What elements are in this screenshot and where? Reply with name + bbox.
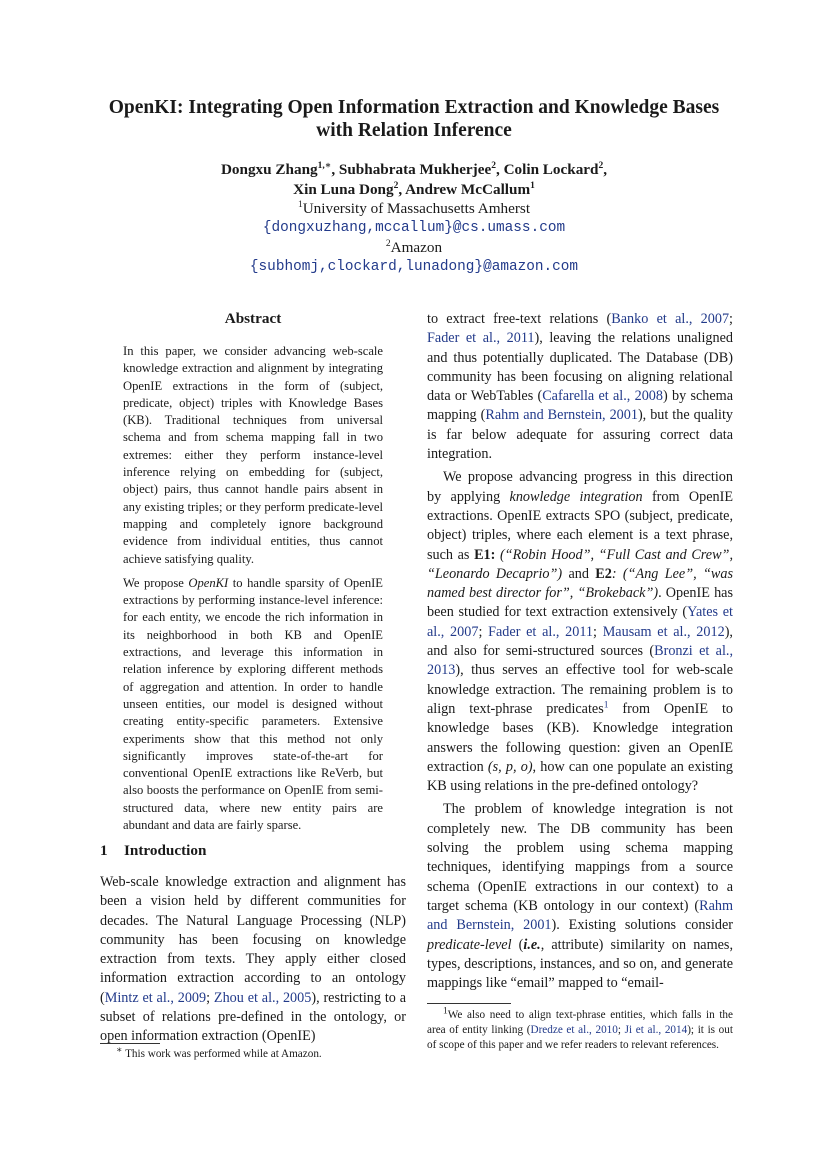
affiliation-2: $^2$Amazon bbox=[385, 238, 443, 256]
footnote-rule-right bbox=[427, 1003, 511, 1004]
affiliation-mark: 1 bbox=[530, 180, 535, 191]
citation-link[interactable]: Dredze et al., 2010 bbox=[530, 1024, 618, 1036]
email-2: {subhomj,clockard,lunadong}@amazon.com bbox=[249, 258, 579, 275]
abstract-paragraph: In this paper, we consider advancing web-scale knowledge extraction and alignment by integrating OpenIE extractions in the form of (subject, predicate, object) triples with Knowledge Bases (KB). Traditional techniques from universal schema and from schema mapping fall in two extremes: either they perform instance-level inference relying on embedding for (subject, object) pairs, thus cannot handle pairs absent in any existing triples; or they perform predicate-level mapping and completely ignore background evidence from individual entities, thus cannot achieve satisfying quality. bbox=[123, 344, 383, 566]
right-column-body bbox=[427, 310, 733, 997]
author-name: Andrew McCallum bbox=[405, 180, 531, 198]
example-label: E1: bbox=[474, 546, 496, 563]
abstract-paragraph: We propose OpenKI to handle sparsity of OpenIE extractions by performing instance-level inference: for each entity, we encode the rich information in its neighborhood in both KB and OpenIE extractions, and leverage this information in relation inference by exploring different methods of aggregation and attention. In order to handle unseen entities, our model is designed without creating entity-specific parameters. Extensive experiments show that this method not only significantly improves state-of-the-art for conventional OpenIE extractions like ReVerb, but also boosts the performance on OpenIE from semi-structured data, where new entity pairs are abundant and data are fairly sparse. bbox=[123, 575, 383, 833]
citation-link[interactable]: Rahm and Bernstein, 2001 bbox=[485, 407, 638, 424]
body-paragraph: to extract free-text relations (Banko et al., 2007; Fader et al., 2011), leaving the relations unaligned and thus potentially duplicated. The Database (DB) community has been focusing on aligning relational data or WebTables (Cafarella et al., 2008) by schema mapping (Rahm and Bernstein, 2001), but the quality is far below adequate for assuring correct data integration. bbox=[427, 311, 734, 463]
affiliation-mark: 2 bbox=[598, 160, 604, 171]
affiliation-1: $^1$University of Massachusetts Amherst bbox=[297, 199, 531, 217]
citation-link[interactable]: Ji et al., 2014 bbox=[624, 1024, 688, 1036]
citation-link[interactable]: Rahm and Bernstein, 2001 bbox=[427, 897, 733, 934]
citation-link[interactable]: Cafarella et al., 2008 bbox=[542, 388, 663, 405]
citation-link[interactable]: Mausam et al., 2012 bbox=[602, 623, 725, 640]
citation-link[interactable]: Yates et al., 2007 bbox=[427, 604, 733, 640]
citation-link[interactable]: Fader et al., 2011 bbox=[427, 330, 535, 347]
paper-title bbox=[60, 96, 768, 142]
citation-link[interactable]: Mintz et al., 2009 bbox=[104, 989, 207, 1006]
body-paragraph: The problem of knowledge integration is not completely new. The DB community has been solving the problem using schema mapping techniques, identifying mappings from a source schema (OpenIE extractions in our context) to a target schema (KB ontology in our context) (Rahm and Bernstein, 2001). Existing solutions consider predicate-level (i.e., attribute) similarity on names, types, descriptions, instances, and so on, and generate mappings like “email” mapped to “email- bbox=[427, 801, 734, 992]
author-line-1: Dongxu Zhang$^{1,∗}$, Subhabrata Mukherjee$^2$, Colin Lockard$^2$, bbox=[220, 160, 608, 178]
author-name: Dongxu Zhang bbox=[220, 161, 318, 178]
footnote-left: ∗ This work was performed while at Amazon. bbox=[116, 1045, 322, 1060]
footnote-right bbox=[427, 1008, 733, 1053]
footnote-marker[interactable]: 1 bbox=[603, 700, 609, 711]
author-name: Subhabrata Mukherjee bbox=[338, 161, 492, 178]
email-1: {dongxuzhang,mccallum}@cs.umass.com bbox=[262, 219, 566, 236]
affiliation-mark: 2 bbox=[491, 160, 496, 171]
section-title: Introduction bbox=[124, 842, 207, 859]
author-name: Xin Luna Dong bbox=[293, 180, 394, 198]
citation-link[interactable]: Bronzi et al., 2013 bbox=[427, 643, 733, 679]
title-line-1: OpenKI: Integrating Open Information Extraction and Knowledge Bases bbox=[108, 97, 720, 118]
citation-link[interactable]: Banko et al., 2007 bbox=[611, 311, 730, 327]
section-number: 1 bbox=[100, 842, 108, 859]
body-paragraph: We propose advancing progress in this direction by applying knowledge integration from OpenIE extractions. OpenIE extracts SPO (subject, predicate, object) triples, where each element is a text phrase, such as E1: (“Robin Hood”, “Full Cast and Crew”, “Leonardo Decaprio”) and E2: (“Ang Lee”, “was named best director for”, “Brokeback”). OpenIE has been studied for text extraction extensively (Yates et al., 2007; Fader et al., 2011; Mausam et al., 2012), and also for semi-structured sources (Bronzi et al., 2013), thus serves an effective tool for web-scale knowledge extraction. The remaining problem is to align text-phrase predicates$^1$ from OpenIE to knowledge bases (KB). Knowledge integration answers the following question: given an OpenIE extraction (s, p, o), how can one populate an existing KB using relations in the pre-defined ontology? bbox=[427, 469, 733, 795]
footnote-rule-left bbox=[100, 1043, 160, 1044]
abstract-heading: Abstract bbox=[224, 310, 282, 327]
citation-link[interactable]: Fader et al., 2011 bbox=[488, 623, 594, 640]
author-name: Colin Lockard bbox=[503, 161, 599, 178]
author-line-2: Xin Luna Dong$^2$, Andrew McCallum$^1$ bbox=[293, 180, 535, 198]
example-label: E2 bbox=[595, 565, 612, 582]
intro-paragraph: Web-scale knowledge extraction and alignment has been a vision held by different communities for decades. The Natural Language Processing (NLP) community has been focusing on knowledge extraction from texts. They apply either closed information extraction according to an ontology (Mintz et al., 2009; Zhou et al., 2005), restricting to a subset of relations pre-defined in the ontology, or open information extraction (OpenIE) bbox=[100, 874, 406, 1045]
author-block bbox=[60, 160, 768, 277]
affiliation-mark: 2 bbox=[393, 180, 399, 191]
section-heading-introduction bbox=[100, 842, 206, 860]
math-expression: (s, p, o) bbox=[487, 758, 533, 775]
citation-link[interactable]: Zhou et al., 2005 bbox=[213, 989, 312, 1006]
title-line-2: with Relation Inference bbox=[316, 120, 512, 141]
footnote-text: $^1$We also need to align text-phrase entities, which falls in the area of entity linking (Dredze et al., 2010; Ji et al., 2014); it is out of scope of this paper and we refer readers to relevant references. bbox=[427, 1006, 733, 1051]
abstract-body bbox=[123, 343, 383, 841]
introduction-body bbox=[100, 873, 406, 1047]
affiliation-mark: 1,∗ bbox=[317, 160, 332, 171]
